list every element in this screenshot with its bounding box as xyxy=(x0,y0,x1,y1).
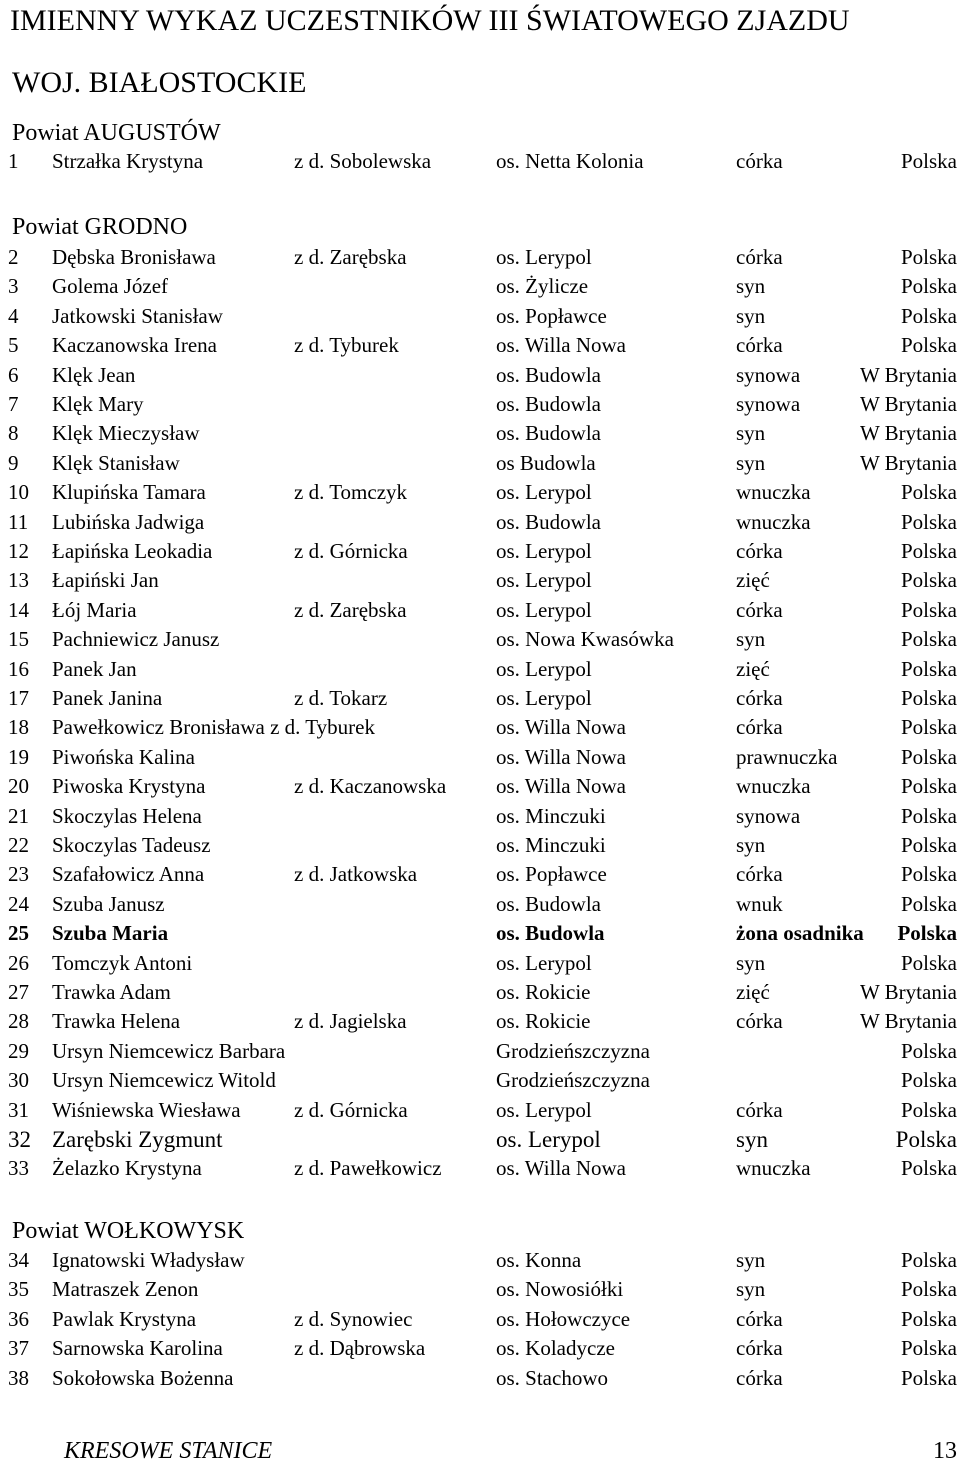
list-item xyxy=(0,1007,960,1036)
settlement: os. Budowla xyxy=(496,510,601,534)
participant-name: Klęk Jean xyxy=(52,363,136,387)
participant-name: Klęk Stanisław xyxy=(52,451,180,475)
country: Polska xyxy=(900,951,957,975)
participant-name: Łój Maria xyxy=(52,598,137,622)
row-number: 6 xyxy=(8,363,19,387)
row-number: 30 xyxy=(8,1068,29,1092)
settlement: os. Koladycze xyxy=(496,1336,615,1360)
settlement: os. Willa Nowa xyxy=(496,1156,626,1180)
country: Polska xyxy=(900,804,957,828)
row-number: 19 xyxy=(8,745,29,769)
list-item xyxy=(0,1037,960,1066)
country: Polska xyxy=(900,304,957,328)
row-number: 27 xyxy=(8,980,29,1004)
relation: córka xyxy=(736,1366,783,1390)
row-number: 21 xyxy=(8,804,29,828)
list-item xyxy=(0,1125,960,1154)
row-number: 12 xyxy=(8,539,29,563)
row-number: 2 xyxy=(8,245,19,269)
row-number: 28 xyxy=(8,1009,29,1033)
row-number: 25 xyxy=(8,921,29,945)
country: Polska xyxy=(900,1366,957,1390)
relation: syn xyxy=(736,421,766,445)
row-number: 1 xyxy=(8,149,19,173)
row-number: 10 xyxy=(8,480,29,504)
settlement: os. Lerypol xyxy=(496,245,592,269)
row-number: 37 xyxy=(8,1336,29,1360)
participant-name: Ursyn Niemcewicz Witold xyxy=(52,1068,276,1092)
settlement: os. Willa Nowa xyxy=(496,745,626,769)
country: Polska xyxy=(900,1307,957,1331)
participant-name: Piwoska Krystyna xyxy=(52,774,206,798)
list-item xyxy=(0,1334,960,1363)
row-number: 32 xyxy=(8,1127,31,1152)
participant-name: Klupińska Tamara xyxy=(52,480,206,504)
list-item xyxy=(0,655,960,684)
list-item xyxy=(0,449,960,478)
relation: syn xyxy=(736,304,766,328)
settlement: os. Minczuki xyxy=(496,833,606,857)
maiden-name: z d. Zarębska xyxy=(294,245,407,269)
list-item xyxy=(0,919,960,948)
list-item xyxy=(0,1305,960,1334)
row-number: 15 xyxy=(8,627,29,651)
row-number: 3 xyxy=(8,274,19,298)
list-item xyxy=(0,596,960,625)
maiden-name: z d. Synowiec xyxy=(294,1307,413,1331)
list-item xyxy=(0,1066,960,1095)
participant-name: Szuba Maria xyxy=(52,921,169,945)
settlement: os. Willa Nowa xyxy=(496,774,626,798)
participant-name: Ursyn Niemcewicz Barbara xyxy=(52,1039,286,1063)
relation: zięć xyxy=(736,568,770,592)
country: W Brytania xyxy=(859,421,957,445)
country: W Brytania xyxy=(859,392,957,416)
settlement: os. Netta Kolonia xyxy=(496,149,644,173)
row-number: 24 xyxy=(8,892,29,916)
list-item xyxy=(0,1275,960,1304)
participant-name: Strzałka Krystyna xyxy=(52,149,204,173)
relation: zięć xyxy=(736,980,770,1004)
row-number: 5 xyxy=(8,333,19,357)
relation: prawnuczka xyxy=(736,745,838,769)
list-item xyxy=(0,713,960,742)
list-item xyxy=(0,1246,960,1275)
settlement: os. Budowla xyxy=(496,421,601,445)
list-item xyxy=(0,625,960,654)
list-item xyxy=(0,390,960,419)
row-number: 33 xyxy=(8,1156,29,1180)
country: Polska xyxy=(900,1277,957,1301)
row-number: 8 xyxy=(8,421,19,445)
relation: wnuczka xyxy=(736,774,811,798)
settlement: os. Lerypol xyxy=(496,657,592,681)
relation: córka xyxy=(736,539,783,563)
participant-name: Klęk Mieczysław xyxy=(52,421,200,445)
country: Polska xyxy=(900,568,957,592)
maiden-name: z d. Tomczyk xyxy=(294,480,408,504)
relation: córka xyxy=(736,1009,783,1033)
row-number: 36 xyxy=(8,1307,29,1331)
participant-name: Skoczylas Helena xyxy=(52,804,202,828)
participant-name: Pachniewicz Janusz xyxy=(52,627,220,651)
participant-name: Łapiński Jan xyxy=(52,568,159,592)
settlement: os. Budowla xyxy=(496,892,601,916)
participant-name: Piwońska Kalina xyxy=(52,745,195,769)
relation: synowa xyxy=(736,804,801,828)
list-item xyxy=(0,860,960,889)
participant-name: Matraszek Zenon xyxy=(52,1277,199,1301)
relation: wnuk xyxy=(736,892,783,916)
country: Polska xyxy=(900,598,957,622)
country: Polska xyxy=(900,1098,957,1122)
relation: córka xyxy=(736,598,783,622)
settlement: os. Konna xyxy=(496,1248,582,1272)
participant-name: Żelazko Krystyna xyxy=(52,1156,202,1180)
list-item xyxy=(0,1364,960,1393)
section-header: Powiat WOŁKOWYSK xyxy=(12,1218,245,1244)
maiden-name: z d. Górnicka xyxy=(294,1098,408,1122)
settlement: os. Willa Nowa xyxy=(496,715,626,739)
settlement: os. Lerypol xyxy=(496,1098,592,1122)
row-number: 18 xyxy=(8,715,29,739)
list-item xyxy=(0,302,960,331)
relation: syn xyxy=(736,951,766,975)
country: Polska xyxy=(900,892,957,916)
list-item xyxy=(0,684,960,713)
country: W Brytania xyxy=(859,363,957,387)
list-item xyxy=(0,243,960,272)
participant-name: Pawełkowicz Bronisława z d. Tyburek xyxy=(52,715,375,739)
settlement: os. Nowosiółki xyxy=(496,1277,624,1301)
relation: córka xyxy=(736,686,783,710)
row-number: 35 xyxy=(8,1277,29,1301)
country: Polska xyxy=(900,715,957,739)
participant-name: Łapińska Leokadia xyxy=(52,539,213,563)
relation: córka xyxy=(736,1307,783,1331)
settlement: os. Lerypol xyxy=(496,539,592,563)
settlement: os. Minczuki xyxy=(496,804,606,828)
relation: syn xyxy=(736,451,766,475)
relation: córka xyxy=(736,1336,783,1360)
list-item xyxy=(0,890,960,919)
list-item xyxy=(0,772,960,801)
settlement: os. Budowla xyxy=(496,363,601,387)
relation: syn xyxy=(736,274,766,298)
list-item xyxy=(0,743,960,772)
row-number: 17 xyxy=(8,686,29,710)
country: Polska xyxy=(900,539,957,563)
country: Polska xyxy=(900,657,957,681)
row-number: 7 xyxy=(8,392,19,416)
relation: synowa xyxy=(736,392,801,416)
participant-name: Trawka Helena xyxy=(52,1009,181,1033)
row-number: 13 xyxy=(8,568,29,592)
voivodeship-heading: WOJ. BIAŁOSTOCKIE xyxy=(12,66,307,99)
row-number: 16 xyxy=(8,657,29,681)
row-number: 22 xyxy=(8,833,29,857)
row-number: 11 xyxy=(8,510,29,534)
settlement: os. Popławce xyxy=(496,862,607,886)
relation: wnuczka xyxy=(736,480,811,504)
settlement: Grodzieńszczyzna xyxy=(496,1039,650,1063)
relation: żona osadnika xyxy=(736,921,864,945)
settlement: os. Lerypol xyxy=(496,1127,601,1152)
relation: zięć xyxy=(736,657,770,681)
list-item xyxy=(0,978,960,1007)
country: Polska xyxy=(897,921,957,945)
relation: synowa xyxy=(736,363,801,387)
list-item xyxy=(0,508,960,537)
settlement: os. Lerypol xyxy=(496,568,592,592)
list-item xyxy=(0,361,960,390)
maiden-name: z d. Jagielska xyxy=(294,1009,407,1033)
country: Polska xyxy=(900,686,957,710)
country: Polska xyxy=(900,480,957,504)
list-item xyxy=(0,1154,960,1183)
relation: córka xyxy=(736,862,783,886)
settlement: os. Willa Nowa xyxy=(496,333,626,357)
settlement: os. Lerypol xyxy=(496,951,592,975)
row-number: 20 xyxy=(8,774,29,798)
row-number: 29 xyxy=(8,1039,29,1063)
country: Polska xyxy=(900,774,957,798)
row-number: 34 xyxy=(8,1248,29,1272)
list-item xyxy=(0,802,960,831)
country: Polska xyxy=(900,1248,957,1272)
relation: córka xyxy=(736,333,783,357)
country: Polska xyxy=(900,274,957,298)
relation: syn xyxy=(736,1277,766,1301)
list-item xyxy=(0,949,960,978)
participant-name: Skoczylas Tadeusz xyxy=(52,833,211,857)
section-header: Powiat AUGUSTÓW xyxy=(12,120,221,146)
list-item xyxy=(0,419,960,448)
list-item xyxy=(0,537,960,566)
participant-name: Pawlak Krystyna xyxy=(52,1307,197,1331)
country: Polska xyxy=(900,745,957,769)
publication-name: KRESOWE STANICE xyxy=(64,1438,273,1464)
settlement: os. Budowla xyxy=(496,921,605,945)
settlement: os. Rokicie xyxy=(496,1009,591,1033)
participant-name: Tomczyk Antoni xyxy=(52,951,193,975)
participant-name: Panek Janina xyxy=(52,686,163,710)
participant-name: Trawka Adam xyxy=(52,980,171,1004)
list-item xyxy=(0,272,960,301)
relation: córka xyxy=(736,715,783,739)
participant-name: Dębska Bronisława xyxy=(52,245,216,269)
page-title: IMIENNY WYKAZ UCZESTNIKÓW III ŚWIATOWEGO ZJAZDU xyxy=(10,4,850,37)
country: Polska xyxy=(900,510,957,534)
settlement: os. Stachowo xyxy=(496,1366,608,1390)
settlement: os. Lerypol xyxy=(496,598,592,622)
country: W Brytania xyxy=(859,451,957,475)
row-number: 31 xyxy=(8,1098,29,1122)
settlement: os. Lerypol xyxy=(496,686,592,710)
country: Polska xyxy=(900,1039,957,1063)
page-number: 13 xyxy=(933,1438,957,1464)
list-item xyxy=(0,147,960,176)
list-item xyxy=(0,1096,960,1125)
row-number: 9 xyxy=(8,451,19,475)
relation: wnuczka xyxy=(736,1156,811,1180)
list-item xyxy=(0,566,960,595)
relation: córka xyxy=(736,149,783,173)
participant-name: Kaczanowska Irena xyxy=(52,333,217,357)
participant-name: Sarnowska Karolina xyxy=(52,1336,223,1360)
maiden-name: z d. Sobolewska xyxy=(294,149,432,173)
country: Polska xyxy=(900,627,957,651)
country: W Brytania xyxy=(859,980,957,1004)
participant-name: Ignatowski Władysław xyxy=(52,1248,245,1272)
settlement: os. Lerypol xyxy=(496,480,592,504)
relation: syn xyxy=(736,627,766,651)
row-number: 26 xyxy=(8,951,29,975)
participant-name: Zarębski Zygmunt xyxy=(52,1127,223,1152)
maiden-name: z d. Tyburek xyxy=(294,333,399,357)
country: Polska xyxy=(900,245,957,269)
settlement: os. Hołowczyce xyxy=(496,1307,631,1331)
list-item xyxy=(0,331,960,360)
list-item xyxy=(0,478,960,507)
relation: syn xyxy=(736,1248,766,1272)
relation: syn xyxy=(736,1127,768,1152)
relation: wnuczka xyxy=(736,510,811,534)
country: Polska xyxy=(900,862,957,886)
relation: syn xyxy=(736,833,766,857)
row-number: 38 xyxy=(8,1366,29,1390)
country: Polska xyxy=(900,1068,957,1092)
row-number: 23 xyxy=(8,862,29,886)
participant-name: Klęk Mary xyxy=(52,392,144,416)
settlement: os. Popławce xyxy=(496,304,607,328)
country: W Brytania xyxy=(859,1009,957,1033)
row-number: 14 xyxy=(8,598,29,622)
participant-name: Lubińska Jadwiga xyxy=(52,510,205,534)
maiden-name: z d. Zarębska xyxy=(294,598,407,622)
maiden-name: z d. Kaczanowska xyxy=(294,774,447,798)
section-header: Powiat GRODNO xyxy=(12,214,188,240)
participant-name: Szafałowicz Anna xyxy=(52,862,205,886)
settlement: os. Budowla xyxy=(496,392,601,416)
settlement: os. Żylicze xyxy=(496,274,589,298)
maiden-name: z d. Jatkowska xyxy=(294,862,418,886)
maiden-name: z d. Tokarz xyxy=(294,686,388,710)
maiden-name: z d. Dąbrowska xyxy=(294,1336,426,1360)
country: Polska xyxy=(900,1156,957,1180)
relation: córka xyxy=(736,245,783,269)
country: Polska xyxy=(900,1336,957,1360)
settlement: os Budowla xyxy=(496,451,596,475)
participant-name: Szuba Janusz xyxy=(52,892,165,916)
settlement: Grodzieńszczyzna xyxy=(496,1068,650,1092)
settlement: os. Rokicie xyxy=(496,980,591,1004)
settlement: os. Nowa Kwasówka xyxy=(496,627,674,651)
relation: córka xyxy=(736,1098,783,1122)
participant-name: Golema Józef xyxy=(52,274,169,298)
participant-name: Wiśniewska Wiesława xyxy=(52,1098,241,1122)
participant-name: Panek Jan xyxy=(52,657,137,681)
participant-name: Sokołowska Bożenna xyxy=(52,1366,234,1390)
country: Polska xyxy=(900,833,957,857)
maiden-name: z d. Górnicka xyxy=(294,539,408,563)
list-item xyxy=(0,831,960,860)
country: Polska xyxy=(900,149,957,173)
country: Polska xyxy=(900,333,957,357)
participant-name: Jatkowski Stanisław xyxy=(52,304,223,328)
country: Polska xyxy=(895,1127,957,1152)
row-number: 4 xyxy=(8,304,19,328)
maiden-name: z d. Pawełkowicz xyxy=(294,1156,442,1180)
